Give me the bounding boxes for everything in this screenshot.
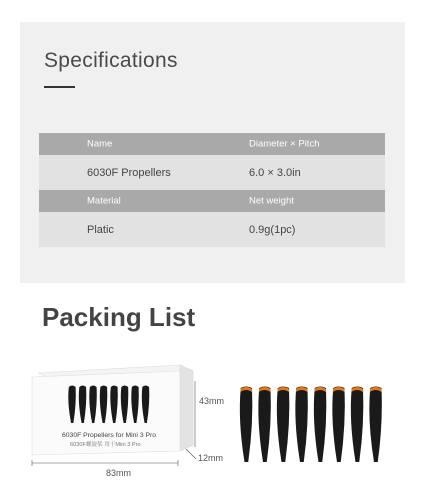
propeller-blade (258, 387, 271, 463)
propeller-blade (369, 387, 382, 463)
box-side-face (180, 365, 193, 451)
box-label-line2: 6030F螺旋桨 用于Mini 3 Pro (70, 442, 141, 448)
dimension-width-label: 83mm (106, 468, 132, 478)
title-underline (44, 86, 75, 88)
specifications-title: Specifications (44, 49, 178, 72)
header-net-weight: Net weight (249, 195, 294, 207)
table-header-row (39, 190, 385, 212)
propeller-blade (332, 387, 345, 463)
header-name: Name (87, 138, 113, 150)
box-label-line1: 6030F Propellers for Mini 3 Pro (62, 432, 157, 439)
value-diameter-pitch: 6.0 × 3.0in (249, 166, 301, 179)
dimension-depth-label: 12mm (198, 453, 224, 463)
packing-list-illustration (0, 355, 424, 499)
propeller-blade (295, 387, 308, 463)
loose-propellers (240, 387, 382, 463)
propellers-image (236, 378, 386, 466)
table-row (39, 155, 385, 190)
packing-list-title: Packing List (42, 302, 196, 332)
propeller-blade (314, 387, 327, 463)
value-name: 6030F Propellers (87, 166, 171, 179)
specifications-panel (20, 22, 405, 283)
header-diameter-pitch: Diameter × Pitch (249, 138, 320, 150)
specifications-table (39, 133, 385, 247)
propeller-blade (277, 387, 290, 463)
propeller-box-image (28, 363, 203, 475)
propeller-blade (240, 387, 253, 463)
propeller-blade (351, 387, 364, 463)
table-header-row (39, 133, 385, 155)
value-net-weight: 0.9g(1pc) (249, 223, 296, 236)
dimension-height-label: 43mm (199, 396, 225, 406)
header-material: Material (87, 195, 121, 207)
depth-dimension-line (186, 449, 196, 459)
table-row (39, 212, 385, 247)
value-material: Platic (87, 223, 114, 236)
